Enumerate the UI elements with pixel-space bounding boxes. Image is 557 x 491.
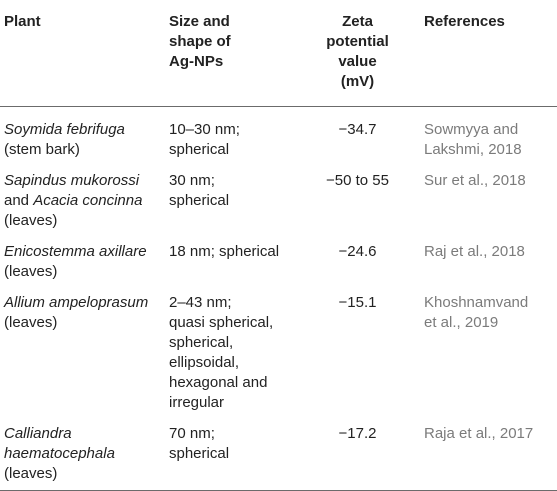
table-row [0,166,557,237]
plant-name: Sapindus mukorossi [4,172,140,189]
plant-name: Soymida febrifuga [4,121,125,138]
plant-part: (leaves) [4,212,58,229]
header-references: References [424,13,505,30]
plant-part: (leaves) [4,314,58,331]
table-row [0,288,557,419]
table-row [0,237,557,288]
size-shape-cell: 18 nm; spherical [169,243,280,260]
plant-name-secondary: Acacia concinna [33,192,143,209]
size-shape-cell: 10–30 nm; spherical [169,121,240,158]
table-row [0,107,557,167]
header-row [0,0,557,107]
plant-part: (leaves) [4,263,58,280]
reference-cell: Raj et al., 2018 [424,243,525,260]
header-zeta-potential: Zeta potential value (mV) [326,13,389,90]
zeta-cell: −24.6 [338,243,377,260]
plant-part: (stem bark) [4,141,80,158]
zeta-cell: −34.7 [338,121,377,138]
reference-cell: Sowmyya and Lakshmi, 2018 [424,121,522,158]
plant-cell [0,166,165,237]
plant-part: (leaves) [4,465,58,482]
plant-connector: and [4,192,34,209]
zeta-cell: −15.1 [338,294,377,311]
reference-cell: Raja et al., 2017 [424,425,534,442]
plant-name: Allium ampeloprasum [4,294,149,311]
size-shape-cell: 30 nm; spherical [169,172,230,209]
plant-cell [0,419,165,491]
reference-cell: Sur et al., 2018 [424,172,526,189]
plant-cell [0,288,165,419]
plant-name: Enicostemma axillare [4,243,147,260]
size-shape-cell: 70 nm; spherical [169,425,230,462]
zeta-cell: −50 to 55 [326,172,389,189]
plant-cell [0,237,165,288]
plant-name: Calliandra haematocephala [4,425,115,462]
reference-cell: Khoshnamvand et al., 2019 [424,294,529,331]
header-plant: Plant [4,13,41,30]
table-row [0,419,557,491]
size-shape-cell: 2–43 nm; quasi spherical, spherical, ellipsoidal, hexagonal and irregular [169,294,274,411]
zeta-cell: −17.2 [338,425,377,442]
header-size-shape: Size and shape of Ag-NPs [169,13,231,70]
plant-cell [0,107,165,167]
